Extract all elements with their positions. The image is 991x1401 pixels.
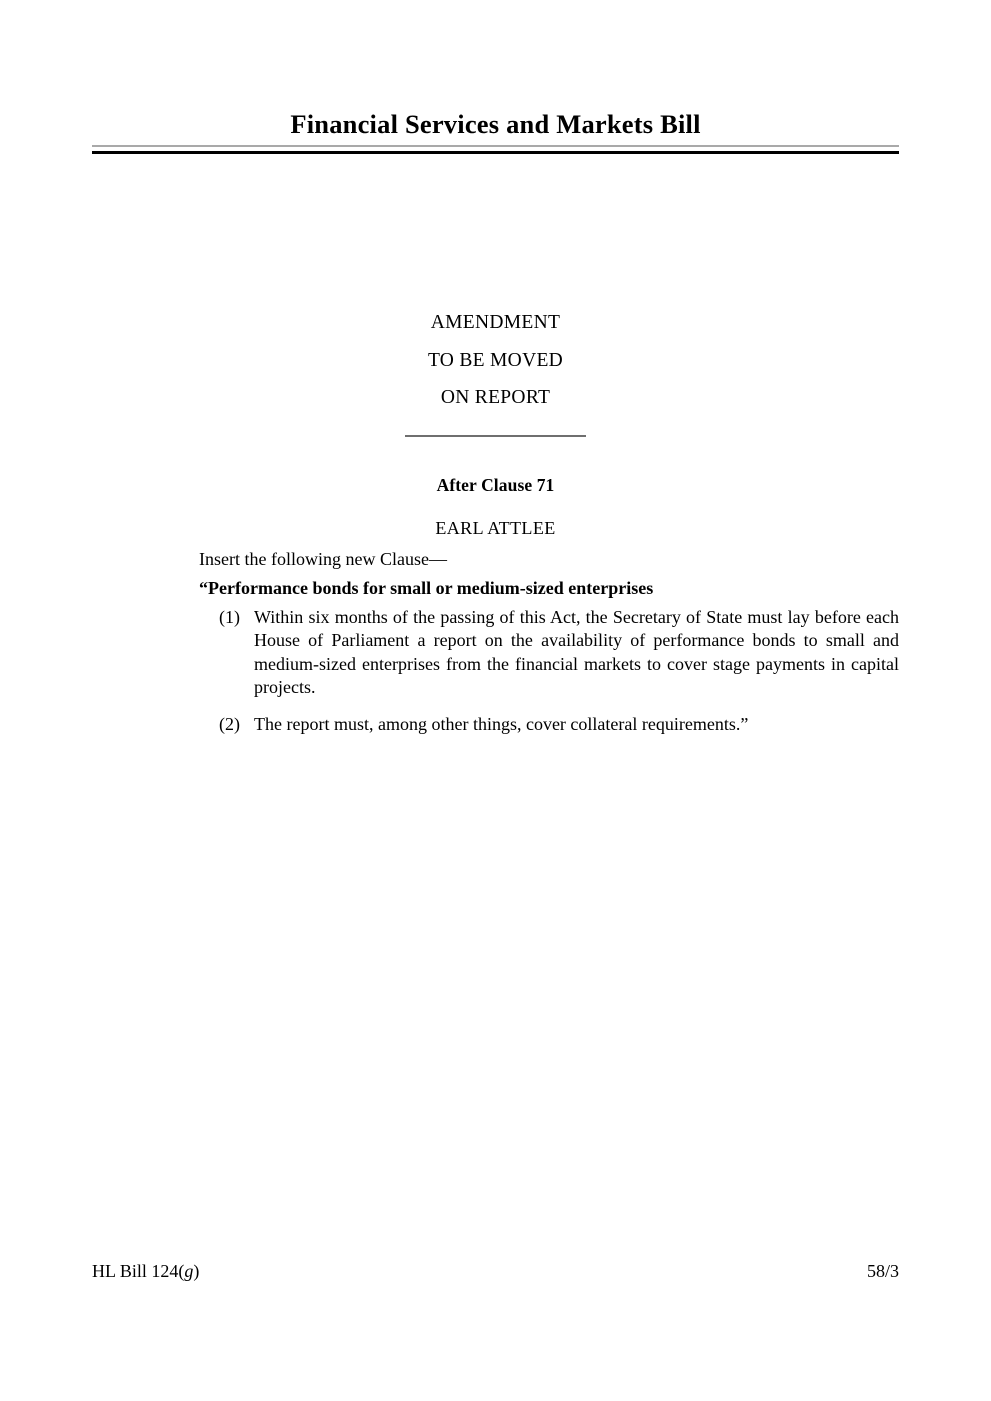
clause-reference-heading: After Clause 71 [436, 475, 555, 495]
paragraph-text: Within six months of the passing of this Act, the Secretary of State must lay before each House of Parliament a report on the availability of performance bonds to small and medium-sized enterprises from the financial markets to cover stage payments in capital projects. [254, 607, 899, 698]
section-divider-rule [405, 435, 586, 437]
clause-paragraph [219, 713, 899, 736]
clause-paragraph-list [219, 606, 899, 736]
insert-instruction: Insert the following new Clause— [199, 549, 447, 569]
paragraph-number: (2) [219, 713, 240, 734]
footer-bill-number [92, 1261, 199, 1282]
footer-bill-number-suffix: g [184, 1261, 194, 1281]
member-name: EARL ATTLEE [435, 518, 556, 538]
footer-bill-number-prefix: HL Bill 124( [92, 1261, 185, 1281]
amendment-heading-line-2: TO BE MOVED [427, 349, 564, 371]
amendment-heading-line-1: AMENDMENT [430, 312, 561, 333]
amendment-heading-line-3: ON REPORT [440, 387, 551, 408]
footer-bill-number-close: ) [193, 1261, 200, 1281]
header-rule-thick [92, 151, 899, 154]
clause-paragraph [219, 606, 899, 700]
page-title: Financial Services and Markets Bill [290, 109, 701, 139]
footer-page-reference: 58/3 [866, 1261, 899, 1281]
header-rule-thin [92, 145, 899, 147]
new-clause-title: “Performance bonds for small or medium-sized enterprises [199, 578, 654, 598]
paragraph-number: (1) [219, 607, 240, 627]
amendment-heading-block [92, 304, 899, 417]
paragraph-text: The report must, among other things, cover collateral requirements.” [254, 713, 749, 734]
